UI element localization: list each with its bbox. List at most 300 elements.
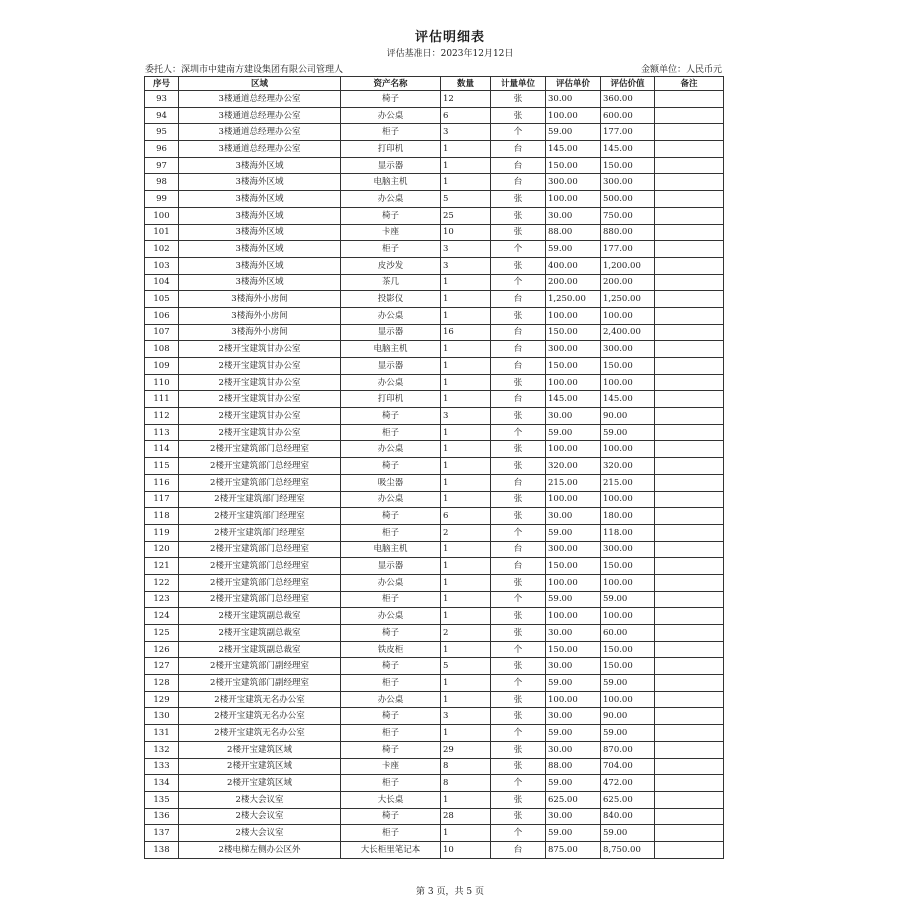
table-row bbox=[145, 474, 724, 491]
row-unit: 张 bbox=[491, 608, 546, 625]
row-note bbox=[655, 257, 724, 274]
row-note bbox=[655, 441, 724, 458]
row-seq: 96 bbox=[145, 141, 179, 158]
row-unit: 个 bbox=[491, 241, 546, 258]
row-seq: 114 bbox=[145, 441, 179, 458]
table-row bbox=[145, 257, 724, 274]
row-asset-name: 卡座 bbox=[341, 224, 441, 241]
row-quantity: 1 bbox=[441, 358, 491, 375]
row-unit-price: 150.00 bbox=[546, 358, 601, 375]
row-asset-name: 吸尘器 bbox=[341, 474, 441, 491]
row-quantity: 2 bbox=[441, 524, 491, 541]
row-quantity: 10 bbox=[441, 224, 491, 241]
row-note bbox=[655, 291, 724, 308]
row-asset-name: 椅子 bbox=[341, 408, 441, 425]
row-value: 704.00 bbox=[601, 758, 655, 775]
row-asset-name: 柜子 bbox=[341, 591, 441, 608]
row-seq: 117 bbox=[145, 491, 179, 508]
row-quantity: 1 bbox=[441, 374, 491, 391]
row-asset-name: 柜子 bbox=[341, 675, 441, 692]
row-quantity: 1 bbox=[441, 274, 491, 291]
row-unit-price: 1,250.00 bbox=[546, 291, 601, 308]
row-unit-price: 30.00 bbox=[546, 408, 601, 425]
row-value: 145.00 bbox=[601, 141, 655, 158]
column-header: 评估单价 bbox=[546, 77, 601, 91]
table-row bbox=[145, 107, 724, 124]
row-value: 100.00 bbox=[601, 574, 655, 591]
row-seq: 102 bbox=[145, 241, 179, 258]
table-row bbox=[145, 524, 724, 541]
row-seq: 105 bbox=[145, 291, 179, 308]
row-asset-name: 椅子 bbox=[341, 625, 441, 642]
table-row bbox=[145, 641, 724, 658]
row-unit: 个 bbox=[491, 124, 546, 141]
row-asset-name: 电脑主机 bbox=[341, 174, 441, 191]
row-unit-price: 59.00 bbox=[546, 675, 601, 692]
row-seq: 94 bbox=[145, 107, 179, 124]
table-row bbox=[145, 174, 724, 191]
row-unit-price: 215.00 bbox=[546, 474, 601, 491]
row-value: 177.00 bbox=[601, 241, 655, 258]
table-row bbox=[145, 358, 724, 375]
row-unit-price: 30.00 bbox=[546, 658, 601, 675]
row-area: 2楼开宝建筑部门总经理室 bbox=[179, 574, 341, 591]
table-row bbox=[145, 374, 724, 391]
column-header: 区域 bbox=[179, 77, 341, 91]
row-seq: 138 bbox=[145, 841, 179, 858]
row-unit: 张 bbox=[491, 458, 546, 475]
row-quantity: 1 bbox=[441, 675, 491, 692]
row-note bbox=[655, 458, 724, 475]
row-asset-name: 办公桌 bbox=[341, 307, 441, 324]
column-header: 评估价值 bbox=[601, 77, 655, 91]
table-row bbox=[145, 141, 724, 158]
row-note bbox=[655, 424, 724, 441]
row-unit-price: 300.00 bbox=[546, 541, 601, 558]
row-seq: 134 bbox=[145, 775, 179, 792]
row-quantity: 3 bbox=[441, 257, 491, 274]
row-asset-name: 铁皮柜 bbox=[341, 641, 441, 658]
row-unit-price: 88.00 bbox=[546, 224, 601, 241]
row-unit: 个 bbox=[491, 274, 546, 291]
row-quantity: 8 bbox=[441, 775, 491, 792]
row-value: 150.00 bbox=[601, 641, 655, 658]
row-area: 2楼开宝建筑部门经理室 bbox=[179, 508, 341, 525]
row-seq: 110 bbox=[145, 374, 179, 391]
row-value: 100.00 bbox=[601, 307, 655, 324]
table-row bbox=[145, 725, 724, 742]
row-seq: 121 bbox=[145, 558, 179, 575]
table-row bbox=[145, 508, 724, 525]
row-unit: 张 bbox=[491, 791, 546, 808]
row-asset-name: 茶几 bbox=[341, 274, 441, 291]
row-asset-name: 电脑主机 bbox=[341, 541, 441, 558]
row-unit: 台 bbox=[491, 157, 546, 174]
row-quantity: 1 bbox=[441, 157, 491, 174]
row-area: 2楼开宝建筑无名办公室 bbox=[179, 708, 341, 725]
row-quantity: 1 bbox=[441, 691, 491, 708]
row-note bbox=[655, 324, 724, 341]
row-note bbox=[655, 558, 724, 575]
row-area: 2楼开宝建筑部门总经理室 bbox=[179, 541, 341, 558]
table-row bbox=[145, 307, 724, 324]
row-asset-name: 柜子 bbox=[341, 725, 441, 742]
row-asset-name: 椅子 bbox=[341, 458, 441, 475]
row-unit: 张 bbox=[491, 207, 546, 224]
column-header: 数量 bbox=[441, 77, 491, 91]
row-note bbox=[655, 708, 724, 725]
row-value: 870.00 bbox=[601, 741, 655, 758]
row-area: 2楼开宝建筑无名办公室 bbox=[179, 691, 341, 708]
row-area: 2楼开宝建筑部门总经理室 bbox=[179, 441, 341, 458]
row-unit-price: 100.00 bbox=[546, 608, 601, 625]
row-unit: 张 bbox=[491, 691, 546, 708]
row-seq: 104 bbox=[145, 274, 179, 291]
row-seq: 101 bbox=[145, 224, 179, 241]
row-unit-price: 145.00 bbox=[546, 141, 601, 158]
row-quantity: 1 bbox=[441, 291, 491, 308]
row-unit: 张 bbox=[491, 758, 546, 775]
row-seq: 115 bbox=[145, 458, 179, 475]
row-seq: 136 bbox=[145, 808, 179, 825]
row-note bbox=[655, 91, 724, 108]
row-value: 145.00 bbox=[601, 391, 655, 408]
row-unit-price: 100.00 bbox=[546, 441, 601, 458]
row-asset-name: 柜子 bbox=[341, 124, 441, 141]
row-note bbox=[655, 241, 724, 258]
row-quantity: 1 bbox=[441, 424, 491, 441]
row-unit-price: 100.00 bbox=[546, 107, 601, 124]
table-row bbox=[145, 541, 724, 558]
row-quantity: 1 bbox=[441, 574, 491, 591]
row-value: 625.00 bbox=[601, 791, 655, 808]
table-row bbox=[145, 825, 724, 842]
row-quantity: 1 bbox=[441, 641, 491, 658]
table-row bbox=[145, 758, 724, 775]
row-area: 2楼开宝建筑副总裁室 bbox=[179, 608, 341, 625]
row-note bbox=[655, 341, 724, 358]
row-seq: 97 bbox=[145, 157, 179, 174]
row-asset-name: 椅子 bbox=[341, 708, 441, 725]
row-unit-price: 150.00 bbox=[546, 157, 601, 174]
page-number: 第 3 页，共 5 页 bbox=[416, 887, 484, 897]
row-asset-name: 椅子 bbox=[341, 91, 441, 108]
row-seq: 111 bbox=[145, 391, 179, 408]
row-quantity: 12 bbox=[441, 91, 491, 108]
row-quantity: 1 bbox=[441, 491, 491, 508]
row-unit-price: 625.00 bbox=[546, 791, 601, 808]
row-value: 59.00 bbox=[601, 424, 655, 441]
row-note bbox=[655, 741, 724, 758]
row-quantity: 1 bbox=[441, 474, 491, 491]
table-row bbox=[145, 441, 724, 458]
row-note bbox=[655, 574, 724, 591]
column-header: 序号 bbox=[145, 77, 179, 91]
row-unit-price: 30.00 bbox=[546, 625, 601, 642]
row-value: 60.00 bbox=[601, 625, 655, 642]
row-seq: 126 bbox=[145, 641, 179, 658]
table-row bbox=[145, 191, 724, 208]
row-quantity: 28 bbox=[441, 808, 491, 825]
row-area: 2楼开宝建筑区域 bbox=[179, 758, 341, 775]
row-note bbox=[655, 107, 724, 124]
row-unit-price: 200.00 bbox=[546, 274, 601, 291]
row-note bbox=[655, 157, 724, 174]
row-note bbox=[655, 541, 724, 558]
table-row bbox=[145, 775, 724, 792]
row-asset-name: 显示器 bbox=[341, 324, 441, 341]
row-value: 840.00 bbox=[601, 808, 655, 825]
row-value: 150.00 bbox=[601, 358, 655, 375]
row-note bbox=[655, 358, 724, 375]
row-value: 177.00 bbox=[601, 124, 655, 141]
row-seq: 118 bbox=[145, 508, 179, 525]
row-seq: 98 bbox=[145, 174, 179, 191]
table-row bbox=[145, 91, 724, 108]
row-unit-price: 59.00 bbox=[546, 725, 601, 742]
row-unit-price: 100.00 bbox=[546, 191, 601, 208]
row-value: 600.00 bbox=[601, 107, 655, 124]
row-quantity: 5 bbox=[441, 191, 491, 208]
row-value: 90.00 bbox=[601, 708, 655, 725]
row-unit-price: 30.00 bbox=[546, 808, 601, 825]
table-row bbox=[145, 458, 724, 475]
row-asset-name: 办公桌 bbox=[341, 574, 441, 591]
row-note bbox=[655, 374, 724, 391]
row-asset-name: 打印机 bbox=[341, 141, 441, 158]
row-value: 360.00 bbox=[601, 91, 655, 108]
row-unit: 张 bbox=[491, 658, 546, 675]
column-header: 资产名称 bbox=[341, 77, 441, 91]
row-quantity: 6 bbox=[441, 508, 491, 525]
row-seq: 135 bbox=[145, 791, 179, 808]
row-unit: 张 bbox=[491, 508, 546, 525]
row-unit-price: 59.00 bbox=[546, 524, 601, 541]
row-note bbox=[655, 625, 724, 642]
row-note bbox=[655, 141, 724, 158]
row-quantity: 2 bbox=[441, 625, 491, 642]
table-row bbox=[145, 675, 724, 692]
row-quantity: 1 bbox=[441, 825, 491, 842]
row-seq: 130 bbox=[145, 708, 179, 725]
row-asset-name: 椅子 bbox=[341, 658, 441, 675]
row-note bbox=[655, 591, 724, 608]
row-unit: 台 bbox=[491, 358, 546, 375]
row-unit: 个 bbox=[491, 641, 546, 658]
client-name: 委托人：深圳市中建南方建设集团有限公司管理人 bbox=[145, 65, 344, 75]
row-area: 2楼开宝建筑甘办公室 bbox=[179, 408, 341, 425]
row-value: 90.00 bbox=[601, 408, 655, 425]
row-area: 3楼海外区域 bbox=[179, 174, 341, 191]
row-note bbox=[655, 307, 724, 324]
row-unit: 张 bbox=[491, 574, 546, 591]
row-quantity: 3 bbox=[441, 408, 491, 425]
row-area: 2楼开宝建筑部门副经理室 bbox=[179, 658, 341, 675]
row-area: 3楼海外区域 bbox=[179, 157, 341, 174]
row-unit-price: 100.00 bbox=[546, 374, 601, 391]
page-title: 评估明细表 bbox=[414, 30, 485, 45]
row-area: 3楼通道总经理办公室 bbox=[179, 141, 341, 158]
row-value: 118.00 bbox=[601, 524, 655, 541]
table-row bbox=[145, 608, 724, 625]
row-value: 300.00 bbox=[601, 174, 655, 191]
row-unit: 张 bbox=[491, 257, 546, 274]
table-row bbox=[145, 808, 724, 825]
row-area: 2楼开宝建筑甘办公室 bbox=[179, 424, 341, 441]
row-value: 200.00 bbox=[601, 274, 655, 291]
row-quantity: 1 bbox=[441, 591, 491, 608]
row-asset-name: 柜子 bbox=[341, 524, 441, 541]
row-quantity: 1 bbox=[441, 174, 491, 191]
row-asset-name: 大长柜里笔记本 bbox=[341, 841, 441, 858]
row-unit: 台 bbox=[491, 558, 546, 575]
row-unit-price: 30.00 bbox=[546, 508, 601, 525]
row-seq: 119 bbox=[145, 524, 179, 541]
row-asset-name: 办公桌 bbox=[341, 441, 441, 458]
row-asset-name: 投影仪 bbox=[341, 291, 441, 308]
column-header: 计量单位 bbox=[491, 77, 546, 91]
row-value: 300.00 bbox=[601, 541, 655, 558]
row-note bbox=[655, 608, 724, 625]
row-area: 3楼通道总经理办公室 bbox=[179, 124, 341, 141]
row-unit-price: 59.00 bbox=[546, 424, 601, 441]
row-quantity: 29 bbox=[441, 741, 491, 758]
row-value: 59.00 bbox=[601, 825, 655, 842]
row-seq: 120 bbox=[145, 541, 179, 558]
row-unit: 张 bbox=[491, 441, 546, 458]
row-note bbox=[655, 508, 724, 525]
row-unit: 台 bbox=[491, 174, 546, 191]
row-value: 59.00 bbox=[601, 725, 655, 742]
row-value: 472.00 bbox=[601, 775, 655, 792]
row-seq: 103 bbox=[145, 257, 179, 274]
row-area: 2楼开宝建筑区域 bbox=[179, 741, 341, 758]
row-asset-name: 办公桌 bbox=[341, 374, 441, 391]
row-area: 2楼开宝建筑副总裁室 bbox=[179, 625, 341, 642]
row-area: 2楼开宝建筑区域 bbox=[179, 775, 341, 792]
row-unit: 张 bbox=[491, 107, 546, 124]
row-unit-price: 875.00 bbox=[546, 841, 601, 858]
base-date: 评估基准日：2023年12月12日 bbox=[386, 49, 514, 59]
row-note bbox=[655, 775, 724, 792]
currency-unit: 金额单位：人民币元 bbox=[640, 65, 722, 75]
row-value: 750.00 bbox=[601, 207, 655, 224]
table-row bbox=[145, 224, 724, 241]
row-asset-name: 椅子 bbox=[341, 207, 441, 224]
row-asset-name: 办公桌 bbox=[341, 107, 441, 124]
table-row bbox=[145, 424, 724, 441]
table-row bbox=[145, 625, 724, 642]
row-unit: 台 bbox=[491, 391, 546, 408]
row-area: 2楼开宝建筑部门经理室 bbox=[179, 491, 341, 508]
row-unit-price: 300.00 bbox=[546, 341, 601, 358]
row-unit-price: 100.00 bbox=[546, 691, 601, 708]
table-row bbox=[145, 558, 724, 575]
row-quantity: 8 bbox=[441, 758, 491, 775]
row-unit-price: 59.00 bbox=[546, 591, 601, 608]
row-area: 3楼海外区域 bbox=[179, 241, 341, 258]
row-seq: 127 bbox=[145, 658, 179, 675]
row-value: 100.00 bbox=[601, 608, 655, 625]
row-asset-name: 办公桌 bbox=[341, 191, 441, 208]
row-area: 2楼开宝建筑甘办公室 bbox=[179, 374, 341, 391]
row-note bbox=[655, 808, 724, 825]
row-asset-name: 打印机 bbox=[341, 391, 441, 408]
row-area: 2楼开宝建筑甘办公室 bbox=[179, 358, 341, 375]
row-seq: 100 bbox=[145, 207, 179, 224]
row-area: 2楼开宝建筑部门总经理室 bbox=[179, 474, 341, 491]
table-header-row bbox=[145, 77, 724, 91]
table-row bbox=[145, 124, 724, 141]
row-seq: 125 bbox=[145, 625, 179, 642]
table-row bbox=[145, 157, 724, 174]
row-value: 150.00 bbox=[601, 157, 655, 174]
row-value: 150.00 bbox=[601, 558, 655, 575]
row-seq: 137 bbox=[145, 825, 179, 842]
row-quantity: 1 bbox=[441, 441, 491, 458]
table-row bbox=[145, 741, 724, 758]
row-asset-name: 柜子 bbox=[341, 241, 441, 258]
row-unit: 张 bbox=[491, 491, 546, 508]
row-area: 3楼海外小房间 bbox=[179, 324, 341, 341]
row-note bbox=[655, 675, 724, 692]
row-quantity: 1 bbox=[441, 391, 491, 408]
row-asset-name: 办公桌 bbox=[341, 491, 441, 508]
row-quantity: 1 bbox=[441, 558, 491, 575]
row-unit-price: 400.00 bbox=[546, 257, 601, 274]
row-unit: 张 bbox=[491, 708, 546, 725]
row-asset-name: 显示器 bbox=[341, 358, 441, 375]
row-unit: 张 bbox=[491, 408, 546, 425]
row-unit: 张 bbox=[491, 224, 546, 241]
row-note bbox=[655, 224, 724, 241]
row-note bbox=[655, 524, 724, 541]
row-asset-name: 电脑主机 bbox=[341, 341, 441, 358]
row-value: 300.00 bbox=[601, 341, 655, 358]
row-unit-price: 150.00 bbox=[546, 641, 601, 658]
row-area: 3楼海外区域 bbox=[179, 207, 341, 224]
row-quantity: 6 bbox=[441, 107, 491, 124]
row-note bbox=[655, 841, 724, 858]
row-unit: 台 bbox=[491, 341, 546, 358]
row-unit: 台 bbox=[491, 541, 546, 558]
row-value: 8,750.00 bbox=[601, 841, 655, 858]
row-area: 3楼海外小房间 bbox=[179, 307, 341, 324]
row-unit-price: 30.00 bbox=[546, 207, 601, 224]
row-value: 59.00 bbox=[601, 591, 655, 608]
row-unit-price: 59.00 bbox=[546, 775, 601, 792]
row-quantity: 1 bbox=[441, 307, 491, 324]
row-asset-name: 显示器 bbox=[341, 157, 441, 174]
row-asset-name: 办公桌 bbox=[341, 691, 441, 708]
row-unit: 个 bbox=[491, 424, 546, 441]
row-seq: 113 bbox=[145, 424, 179, 441]
row-area: 3楼海外区域 bbox=[179, 274, 341, 291]
row-seq: 129 bbox=[145, 691, 179, 708]
row-area: 3楼海外区域 bbox=[179, 191, 341, 208]
row-area: 2楼开宝建筑无名办公室 bbox=[179, 725, 341, 742]
row-unit-price: 150.00 bbox=[546, 324, 601, 341]
row-unit: 台 bbox=[491, 291, 546, 308]
row-value: 180.00 bbox=[601, 508, 655, 525]
row-unit: 张 bbox=[491, 374, 546, 391]
table-row bbox=[145, 491, 724, 508]
row-seq: 99 bbox=[145, 191, 179, 208]
row-unit: 个 bbox=[491, 725, 546, 742]
row-note bbox=[655, 658, 724, 675]
row-area: 3楼通道总经理办公室 bbox=[179, 91, 341, 108]
row-unit: 张 bbox=[491, 191, 546, 208]
